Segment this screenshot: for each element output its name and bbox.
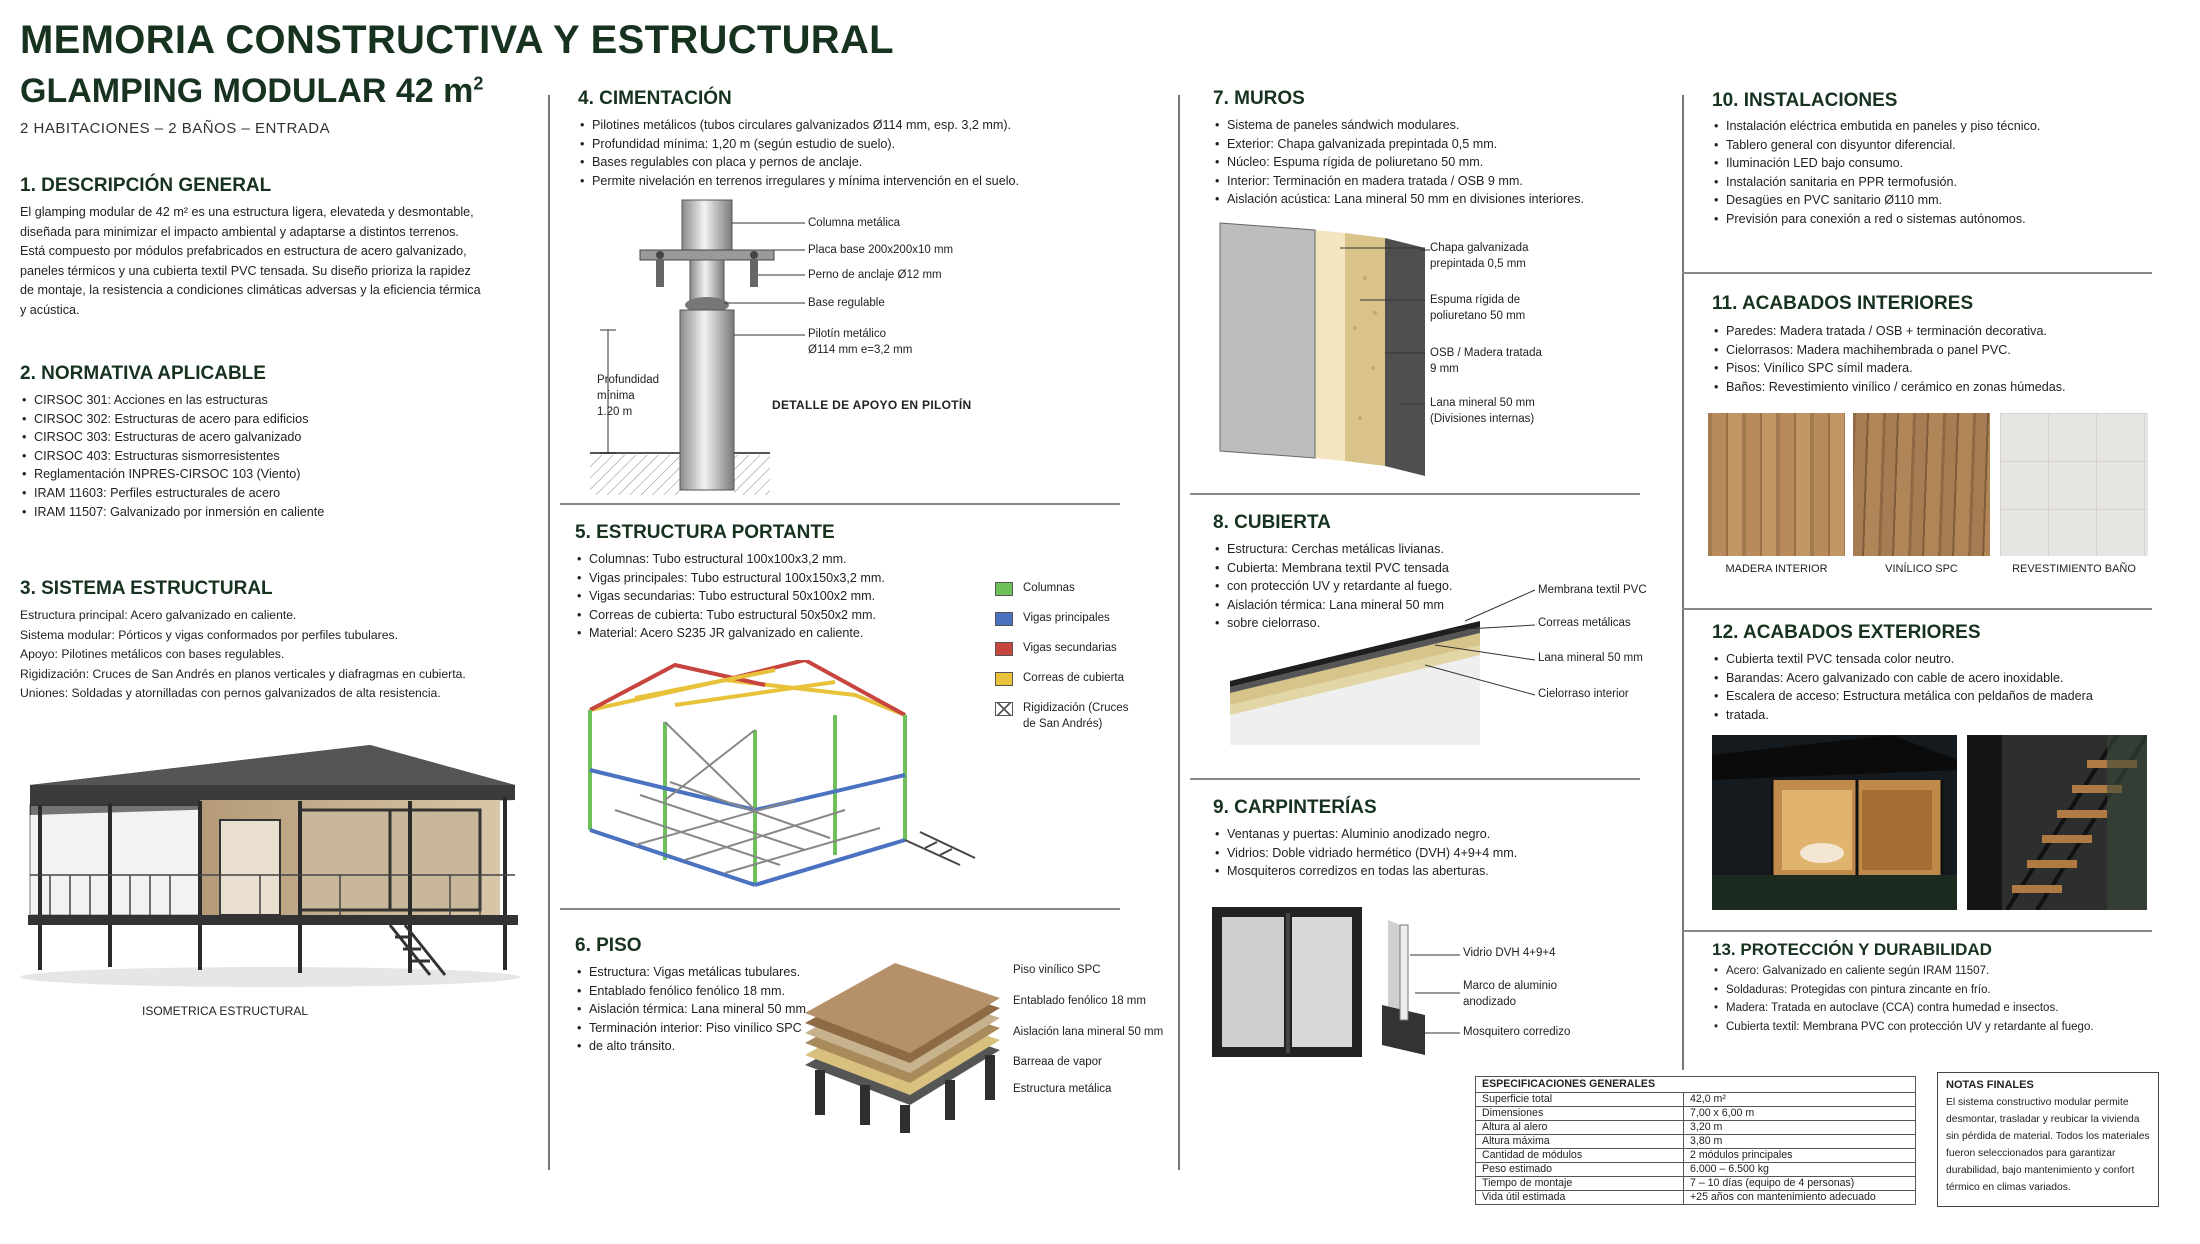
legend-swatch-cross: [995, 702, 1013, 716]
list-item: • Estructura: Vigas metálicas tubulares.: [575, 963, 805, 982]
table-row: [1476, 1135, 1916, 1149]
list-item: • Cubierta textil PVC tensada color neutro.: [1712, 650, 2172, 669]
list-item: • IRAM 11603: Perfiles estructurales de acero: [20, 484, 520, 503]
table-cell: 7,00 x 6,00 m: [1684, 1107, 1916, 1121]
list-item: • Instalación eléctrica embutida en paneles y piso técnico.: [1712, 117, 2172, 136]
list-item: • Desagües en PVC sanitario Ø110 mm.: [1712, 191, 2172, 210]
list-item: • Cielorrasos: Madera machihembrada o panel PVC.: [1712, 341, 2172, 360]
table-row: [1476, 1191, 1916, 1205]
list-item: • Baños: Revestimiento vinílico / cerámico en zonas húmedas.: [1712, 378, 2172, 397]
text-line: y acústica.: [20, 302, 80, 317]
roof-section-drawing: [1225, 575, 1545, 750]
table-row: [1476, 1077, 1916, 1093]
foundation-caption: DETALLE DE APOYO EN PILOTÍN: [772, 398, 972, 412]
section-12-list: [1712, 650, 2172, 724]
wall-leader-lines: [1330, 240, 1430, 410]
text-line: Apoyo: Pilotines metálicos con bases regulables.: [20, 647, 285, 661]
list-item: • Barandas: Acero galvanizado con cable de acero inoxidable.: [1712, 669, 2172, 688]
floor-label: Aislación lana mineral 50 mm: [1013, 1026, 1164, 1038]
list-item: • de alto tránsito.: [575, 1037, 805, 1056]
section-divider: [1190, 493, 1640, 495]
legend-item: [995, 640, 1128, 656]
label-line: (Divisiones internas): [1430, 413, 1535, 425]
label-line: mínima: [597, 390, 635, 402]
text-line: sin pérdida de material. Todos los materiales: [1946, 1131, 2150, 1142]
section-6-heading: 6. PISO: [575, 935, 642, 956]
table-cell: 2 módulos principales: [1684, 1149, 1916, 1163]
notes-text: [1946, 1094, 2150, 1196]
text-line: Sistema modular: Pórticos y vigas conformados por perfiles tubulares.: [20, 627, 398, 642]
table-row: [1476, 1149, 1916, 1163]
label-line: Ø114 mm e=3,2 mm: [808, 344, 913, 356]
label-line: poliuretano 50 mm: [1430, 310, 1526, 322]
list-item: • Aislación térmica: Lana mineral 50 mm.: [575, 1000, 805, 1019]
specs-table: [1475, 1076, 1916, 1205]
depth-label: [597, 372, 659, 420]
foundation-label: [808, 326, 912, 358]
section-4-heading: 4. CIMENTACIÓN: [578, 88, 732, 109]
list-item: • Permite nivelación en terrenos irregulares y mínima intervención en el suelo.: [578, 172, 1158, 191]
legend-label: Correas de cubierta: [1023, 672, 1124, 684]
text-line: de montaje, la resistencia a condiciones climáticas adversas y la eficiencia térmica: [20, 283, 481, 297]
list-item: • Columnas: Tubo estructural 100x100x3,2 mm.: [575, 550, 975, 569]
label-line: de San Andrés): [1023, 718, 1103, 730]
list-item: • Vigas secundarias: Tubo estructural 50x100x2 mm.: [575, 587, 975, 606]
legend-item: [995, 610, 1128, 626]
section-3-heading: 3. SISTEMA ESTRUCTURAL: [20, 578, 273, 599]
text-line: Rigidización: Cruces de San Andrés en planos verticales y diafragmas en cubierta.: [20, 666, 466, 681]
table-row: [1476, 1093, 1916, 1107]
floor-label: Piso vinílico SPC: [1013, 964, 1101, 976]
legend-swatch: [995, 672, 1013, 686]
section-10-list: [1712, 117, 2172, 229]
label-line: 1.20 m: [597, 406, 633, 418]
legend-item: [995, 700, 1128, 732]
sample-caption: VINÍLICO SPC: [1885, 563, 1958, 575]
list-item: • Escalera de acceso: Estructura metálica con peldaños de madera: [1712, 687, 2172, 706]
legend-label: Columnas: [1023, 582, 1075, 594]
window-label: [1463, 978, 1557, 1010]
window-drawing: [1210, 905, 1470, 1060]
table-cell: 42,0 m²: [1684, 1093, 1916, 1107]
table-cell: Vida útil estimada: [1476, 1191, 1684, 1205]
list-item: • Sistema de paneles sándwich modulares.: [1213, 116, 1663, 135]
text-line: Estructura principal: Acero galvanizado en caliente.: [20, 608, 297, 622]
section-divider: [1682, 608, 2152, 610]
roof-label: Cielorraso interior: [1538, 688, 1629, 700]
list-item: • Aislación acústica: Lana mineral 50 mm en divisiones interiores.: [1213, 190, 1663, 209]
subtitle-text: GLAMPING MODULAR 42 m: [20, 72, 474, 110]
wall-label: [1430, 395, 1535, 427]
table-cell: +25 años con mantenimiento adecuado: [1684, 1191, 1916, 1205]
legend-swatch: [995, 582, 1013, 596]
list-item: • CIRSOC 301: Acciones en las estructuras: [20, 391, 520, 410]
floor-label: Barreaa de vapor: [1013, 1056, 1102, 1068]
section-4-list: [578, 116, 1158, 190]
foundation-label: Perno de anclaje Ø12 mm: [808, 269, 942, 281]
list-item: • Pisos: Vinílico SPC símil madera.: [1712, 359, 2172, 378]
list-item: • CIRSOC 403: Estructuras sismorresistentes: [20, 447, 520, 466]
label-line: 9 mm: [1430, 363, 1459, 375]
section-11-list: [1712, 322, 2172, 396]
legend-swatch: [995, 612, 1013, 626]
roof-label: Membrana textil PVC: [1538, 584, 1647, 596]
table-title: ESPECIFICACIONES GENERALES: [1476, 1077, 1916, 1093]
list-item: • Ventanas y puertas: Aluminio anodizado negro.: [1213, 825, 1663, 844]
wall-label: [1430, 240, 1528, 272]
list-item: • Vigas principales: Tubo estructural 100x150x3,2 mm.: [575, 569, 975, 588]
roof-label: Correas metálicas: [1538, 617, 1631, 629]
table-cell: 3,20 m: [1684, 1121, 1916, 1135]
list-item: • Mosquiteros corredizos en todas las aberturas.: [1213, 862, 1663, 881]
list-item: • Previsión para conexión a red o sistemas autónomos.: [1712, 210, 2172, 229]
section-9-heading: 9. CARPINTERÍAS: [1213, 797, 1377, 818]
list-item: • Exterior: Chapa galvanizada prepintada 0,5 mm.: [1213, 135, 1663, 154]
list-item: • Iluminación LED bajo consumo.: [1712, 154, 2172, 173]
list-item: • CIRSOC 302: Estructuras de acero para edificios: [20, 410, 520, 429]
roof-label: Lana mineral 50 mm: [1538, 652, 1643, 664]
list-item: • Profundidad mínima: 1,20 m (según estudio de suelo).: [578, 135, 1158, 154]
text-line: Está compuesto por módulos prefabricados en estructura de acero galvanizado,: [20, 244, 467, 258]
label-line: Espuma rígida de: [1430, 294, 1521, 306]
legend-item: [995, 580, 1128, 596]
label-line: Rigidización (Cruces: [1023, 702, 1129, 714]
text-line: El sistema constructivo modular permite: [1946, 1097, 2129, 1108]
column-divider: [548, 95, 550, 1170]
section-6-list: [575, 963, 810, 1056]
legend-swatch: [995, 642, 1013, 656]
foundation-label: Columna metálica: [808, 217, 901, 229]
table-cell: Altura al alero: [1476, 1121, 1684, 1135]
list-item: • Bases regulables con placa y pernos de anclaje.: [578, 153, 1158, 172]
section-11-heading: 11. ACABADOS INTERIORES: [1712, 293, 1974, 314]
legend-label: [1023, 700, 1128, 732]
table-row: [1476, 1121, 1916, 1135]
list-item: • Paredes: Madera tratada / OSB + terminación decorativa.: [1712, 322, 2172, 341]
table-cell: Dimensiones: [1476, 1107, 1684, 1121]
sample-madera-interior: [1708, 413, 1845, 556]
table-cell: Cantidad de módulos: [1476, 1149, 1684, 1163]
section-1-text: [20, 203, 481, 320]
text-line: desmontar, trasladar y reubicar la vivienda: [1946, 1114, 2140, 1125]
list-item: • Tablero general con disyuntor diferencial.: [1712, 136, 2172, 155]
list-item: • CIRSOC 303: Estructuras de acero galvanizado: [20, 428, 520, 447]
floor-label: Estructura metálica: [1013, 1083, 1112, 1095]
structural-frame-drawing: [575, 660, 985, 895]
page-subtitle: [20, 72, 483, 111]
section-2-list: [20, 391, 520, 521]
section-divider: [1190, 778, 1640, 780]
text-line: paneles térmicos y una cubierta textil PVC tensada. Su diseño prioriza la rapidez: [20, 263, 471, 278]
section-7-list: [1213, 116, 1663, 209]
column-divider: [1178, 95, 1180, 1170]
section-13-heading: 13. PROTECCIÓN Y DURABILIDAD: [1712, 940, 1992, 959]
specs-table-wrapper: [1475, 1076, 1916, 1205]
list-item: • Reglamentación INPRES-CIRSOC 103 (Viento): [20, 465, 520, 484]
subtitle-superscript: 2: [473, 73, 484, 94]
notes-title: NOTAS FINALES: [1946, 1079, 2034, 1091]
table-row: [1476, 1177, 1916, 1191]
list-item: • sobre cielorraso.: [1213, 614, 1483, 633]
label-line: anodizado: [1463, 996, 1517, 1008]
list-item: • IRAM 11507: Galvanizado por inmersión en caliente: [20, 503, 520, 522]
exterior-night-photo: [1712, 735, 1957, 910]
legend-item: [995, 670, 1128, 686]
list-item: • Estructura: Cerchas metálicas livianas.: [1213, 540, 1483, 559]
sample-caption: REVESTIMIENTO BAÑO: [2012, 563, 2136, 575]
table-cell: 6.000 – 6.500 kg: [1684, 1163, 1916, 1177]
legend-label: Vigas secundarias: [1023, 642, 1117, 654]
table-row: [1476, 1107, 1916, 1121]
legend-label: Vigas principales: [1023, 612, 1110, 624]
section-divider: [1682, 272, 2152, 274]
table-cell: Tiempo de montaje: [1476, 1177, 1684, 1191]
list-item: • Correas de cubierta: Tubo estructural 50x50x2 mm.: [575, 606, 975, 625]
structure-legend: [995, 580, 1128, 746]
list-item: • Núcleo: Espuma rígida de poliuretano 50 mm.: [1213, 153, 1663, 172]
label-line: prepintada 0,5 mm: [1430, 258, 1526, 270]
text-line: fueron seleccionados para garantizar: [1946, 1148, 2116, 1159]
floor-layers-drawing: [800, 955, 1010, 1135]
label-line: Chapa galvanizada: [1430, 242, 1529, 254]
table-row: [1476, 1163, 1916, 1177]
table-cell: Altura máxima: [1476, 1135, 1684, 1149]
table-cell: Peso estimado: [1476, 1163, 1684, 1177]
section-1-heading: 1. DESCRIPCIÓN GENERAL: [20, 175, 272, 196]
list-item: • Terminación interior: Piso vinílico SPC: [575, 1019, 805, 1038]
list-item: • tratada.: [1712, 706, 2172, 725]
section-divider: [560, 908, 1120, 910]
list-item: • Madera: Tratada en autoclave (CCA) contra humedad e insectos.: [1712, 999, 2172, 1018]
label-line: Profundidad: [597, 374, 660, 386]
list-item: • Instalación sanitaria en PPR termofusión.: [1712, 173, 2172, 192]
table-cell: 3,80 m: [1684, 1135, 1916, 1149]
list-item: • Entablado fenólico fenólico 18 mm.: [575, 982, 805, 1001]
sample-vinilico-spc: [1853, 413, 1990, 556]
section-9-list: [1213, 825, 1663, 881]
list-item: • Cubierta textil: Membrana PVC con protección UV y retardante al fuego.: [1712, 1018, 2172, 1037]
label-line: Marco de aluminio: [1463, 980, 1557, 992]
section-12-heading: 12. ACABADOS EXTERIORES: [1712, 622, 1981, 643]
section-13-list: [1712, 962, 2172, 1036]
section-10-heading: 10. INSTALACIONES: [1712, 90, 1898, 111]
section-2-heading: 2. NORMATIVA APLICABLE: [20, 363, 266, 384]
foundation-label: Base regulable: [808, 297, 885, 309]
label-line: Lana mineral 50 mm: [1430, 397, 1535, 409]
text-line: térmico en climas variados.: [1946, 1182, 2071, 1193]
list-item: • Acero: Galvanizado en caliente según IRAM 11507.: [1712, 962, 2172, 981]
section-8-heading: 8. CUBIERTA: [1213, 512, 1331, 533]
list-item: • Soldaduras: Protegidas con pintura zincante en frío.: [1712, 981, 2172, 1000]
list-item: • Cubierta: Membrana textil PVC tensada: [1213, 559, 1483, 578]
text-line: El glamping modular de 42 m² es una estructura ligera, elevateda y desmontable,: [20, 205, 474, 219]
text-line: durabilidad, bajo mantenimiento y confort: [1946, 1165, 2135, 1176]
list-item: • con protección UV y retardante al fuego.: [1213, 577, 1483, 596]
section-divider: [1682, 930, 2152, 932]
section-3-text: [20, 606, 466, 704]
list-item: • Vidrios: Doble vidriado hermético (DVH) 4+9+4 mm.: [1213, 844, 1663, 863]
sample-revestimiento-bano: [2000, 413, 2148, 556]
text-line: diseñada para minimizar el impacto ambiental y adaptarse a distintos terrenos.: [20, 224, 459, 239]
label-line: OSB / Madera tratada: [1430, 347, 1542, 359]
label-line: Pilotín metálico: [808, 328, 886, 340]
column-divider: [1682, 95, 1684, 1070]
section-5-list: [575, 550, 975, 643]
page-tagline: 2 HABITACIONES – 2 BAÑOS – ENTRADA: [20, 120, 331, 137]
table-cell: Superficie total: [1476, 1093, 1684, 1107]
foundation-label: Placa base 200x200x10 mm: [808, 244, 954, 256]
isometric-house-illustration: [10, 745, 530, 995]
list-item: • Interior: Terminación en madera tratada / OSB 9 mm.: [1213, 172, 1663, 191]
window-label: Vidrio DVH 4+9+4: [1463, 947, 1556, 959]
isometric-caption: ISOMETRICA ESTRUCTURAL: [142, 1004, 309, 1018]
table-cell: 7 – 10 días (equipo de 4 personas): [1684, 1177, 1916, 1191]
exterior-stairs-photo: [1967, 735, 2147, 910]
wall-label: [1430, 292, 1525, 324]
floor-label: Entablado fenólico 18 mm: [1013, 995, 1146, 1007]
final-notes-box: [1937, 1072, 2159, 1207]
list-item: • Pilotines metálicos (tubos circulares galvanizados Ø114 mm, esp. 3,2 mm).: [578, 116, 1158, 135]
wall-label: [1430, 345, 1542, 377]
section-7-heading: 7. MUROS: [1213, 88, 1305, 109]
list-item: • Aislación térmica: Lana mineral 50 mm: [1213, 596, 1483, 615]
list-item: • Material: Acero S235 JR galvanizado en caliente.: [575, 624, 975, 643]
section-5-heading: 5. ESTRUCTURA PORTANTE: [575, 522, 835, 543]
section-divider: [560, 503, 1120, 505]
sample-caption: MADERA INTERIOR: [1725, 563, 1828, 575]
text-line: Uniones: Soldadas y atornilladas con pernos galvanizados de alta resistencia.: [20, 686, 441, 700]
window-label: Mosquitero corredizo: [1463, 1026, 1571, 1038]
page-title: MEMORIA CONSTRUCTIVA Y ESTRUCTURAL: [20, 18, 894, 62]
